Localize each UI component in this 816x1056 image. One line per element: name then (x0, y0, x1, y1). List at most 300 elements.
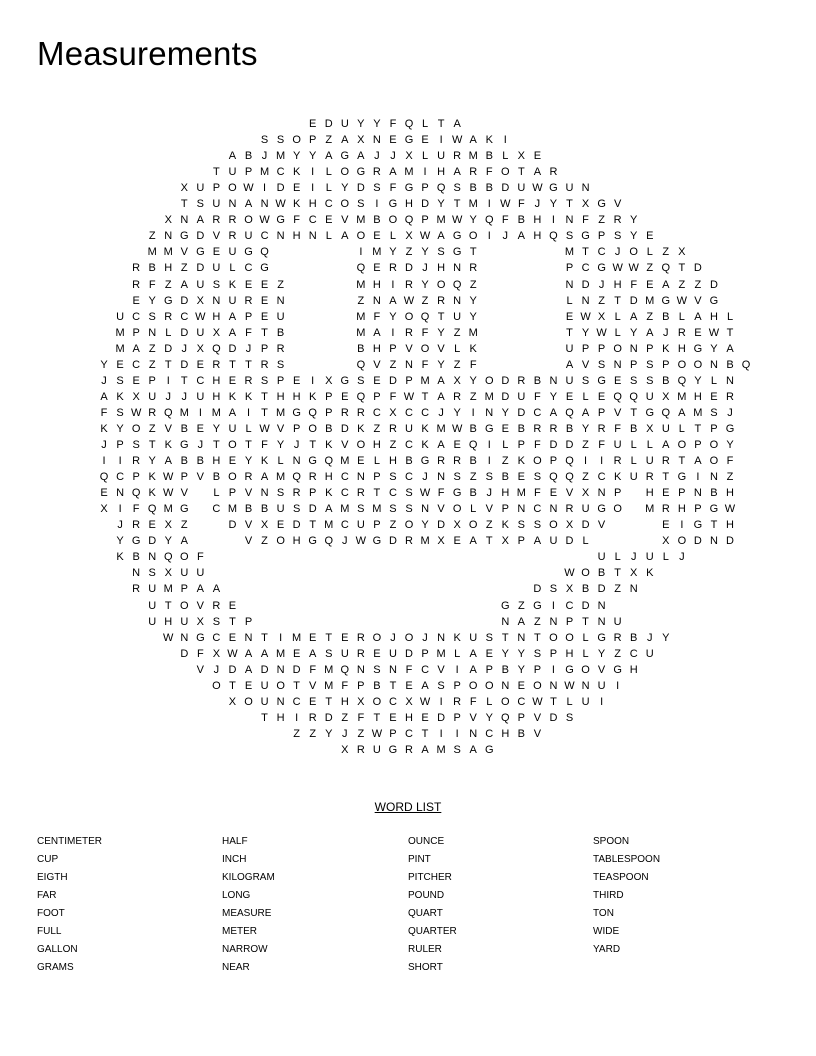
grid-letter[interactable]: N (308, 230, 317, 243)
grid-letter[interactable]: Z (309, 727, 317, 740)
grid-letter[interactable]: E (292, 647, 301, 660)
grid-letter[interactable]: E (646, 278, 654, 291)
grid-letter[interactable]: S (148, 310, 156, 323)
grid-letter[interactable]: M (147, 246, 157, 259)
grid-letter[interactable]: M (227, 503, 238, 516)
grid-letter[interactable]: T (726, 326, 734, 339)
grid-letter[interactable]: O (388, 214, 398, 227)
grid-letter[interactable]: U (645, 455, 654, 468)
grid-letter[interactable]: U (260, 679, 269, 692)
grid-letter[interactable]: C (340, 471, 349, 484)
grid-letter[interactable]: A (244, 198, 253, 211)
grid-letter[interactable]: R (405, 278, 413, 291)
grid-letter[interactable]: S (405, 503, 413, 516)
grid-letter[interactable]: N (276, 230, 285, 243)
grid-letter[interactable]: I (391, 326, 395, 339)
grid-letter[interactable]: G (597, 503, 606, 516)
grid-letter[interactable]: L (582, 535, 589, 548)
grid-letter[interactable]: H (677, 503, 686, 516)
grid-letter[interactable]: N (180, 214, 189, 227)
grid-letter[interactable]: A (694, 310, 702, 323)
grid-letter[interactable]: X (357, 695, 365, 708)
grid-letter[interactable]: J (181, 390, 188, 403)
grid-letter[interactable]: C (196, 374, 205, 387)
grid-letter[interactable]: P (325, 406, 333, 419)
grid-letter[interactable]: W (403, 294, 415, 307)
grid-letter[interactable]: E (373, 374, 381, 387)
grid-letter[interactable]: W (355, 535, 367, 548)
grid-letter[interactable]: R (340, 406, 349, 419)
grid-letter[interactable]: Z (389, 519, 397, 532)
grid-letter[interactable]: O (436, 278, 446, 291)
grid-letter[interactable]: N (709, 471, 718, 484)
grid-letter[interactable]: D (565, 439, 574, 451)
grid-letter[interactable]: F (373, 310, 381, 323)
grid-letter[interactable]: A (196, 214, 205, 227)
grid-letter[interactable]: S (517, 519, 526, 532)
grid-letter[interactable]: L (229, 262, 236, 275)
grid-letter[interactable]: S (646, 374, 654, 387)
grid-letter[interactable]: F (469, 358, 477, 371)
grid-letter[interactable]: N (260, 487, 269, 500)
grid-letter[interactable]: H (308, 198, 317, 211)
grid-letter[interactable]: W (724, 503, 736, 516)
grid-letter[interactable]: G (196, 631, 205, 644)
grid-letter[interactable]: X (678, 246, 686, 259)
grid-letter[interactable]: G (709, 294, 719, 307)
grid-letter[interactable]: U (276, 310, 285, 323)
grid-letter[interactable]: L (614, 310, 621, 323)
grid-letter[interactable]: I (439, 134, 443, 147)
grid-letter[interactable]: F (421, 358, 429, 371)
grid-letter[interactable]: S (485, 631, 493, 644)
grid-letter[interactable]: Z (373, 422, 381, 435)
grid-letter[interactable]: I (551, 663, 555, 676)
grid-letter[interactable]: N (549, 374, 558, 387)
grid-letter[interactable]: I (439, 695, 443, 708)
grid-letter[interactable]: V (469, 711, 477, 724)
grid-letter[interactable]: A (469, 663, 477, 676)
grid-letter[interactable]: E (373, 262, 381, 275)
grid-letter[interactable]: O (292, 134, 301, 147)
grid-letter[interactable]: S (357, 198, 365, 211)
grid-letter[interactable]: H (212, 390, 221, 403)
grid-letter[interactable]: N (437, 631, 446, 644)
grid-letter[interactable]: K (421, 422, 429, 435)
grid-letter[interactable]: Q (661, 262, 671, 275)
grid-letter[interactable]: G (388, 198, 398, 211)
grid-letter[interactable]: N (244, 631, 253, 644)
grid-letter[interactable]: I (102, 455, 106, 468)
grid-letter[interactable]: S (565, 230, 574, 243)
grid-letter[interactable]: P (421, 647, 429, 660)
grid-letter[interactable]: J (663, 326, 669, 339)
grid-letter[interactable]: Q (356, 390, 366, 403)
grid-letter[interactable]: W (419, 230, 431, 243)
grid-letter[interactable]: R (388, 262, 397, 275)
grid-letter[interactable]: A (164, 455, 172, 468)
grid-letter[interactable]: K (325, 487, 333, 500)
grid-letter[interactable]: Y (389, 310, 397, 323)
grid-letter[interactable]: E (357, 455, 365, 468)
grid-letter[interactable]: N (613, 358, 622, 371)
grid-letter[interactable]: N (485, 406, 494, 419)
grid-letter[interactable]: D (533, 583, 542, 596)
grid-letter[interactable]: R (132, 455, 141, 468)
grid-letter[interactable]: C (212, 631, 221, 644)
grid-letter[interactable]: J (101, 439, 107, 451)
grid-letter[interactable]: R (437, 294, 446, 307)
grid-letter[interactable]: O (709, 439, 719, 451)
grid-letter[interactable]: R (308, 711, 317, 724)
grid-letter[interactable]: S (292, 503, 301, 516)
grid-letter[interactable]: G (276, 214, 285, 227)
grid-letter[interactable]: R (212, 599, 221, 612)
grid-letter[interactable]: C (597, 246, 606, 259)
grid-letter[interactable]: Y (485, 711, 493, 724)
grid-letter[interactable]: G (308, 455, 317, 468)
grid-letter[interactable]: Y (437, 358, 445, 371)
grid-letter[interactable]: Y (100, 358, 108, 371)
grid-letter[interactable]: J (390, 631, 396, 644)
grid-letter[interactable]: I (311, 374, 315, 387)
grid-letter[interactable]: K (260, 455, 269, 468)
grid-letter[interactable]: T (614, 294, 621, 307)
grid-letter[interactable]: G (597, 262, 606, 275)
grid-letter[interactable]: S (276, 134, 285, 147)
grid-letter[interactable]: H (437, 262, 446, 275)
grid-letter[interactable]: F (293, 214, 300, 227)
grid-letter[interactable]: D (340, 422, 349, 435)
grid-letter[interactable]: O (452, 503, 462, 516)
grid-letter[interactable]: U (565, 182, 574, 195)
grid-letter[interactable]: H (292, 230, 301, 243)
grid-letter[interactable]: H (533, 214, 542, 227)
grid-letter[interactable]: U (597, 679, 606, 692)
grid-letter[interactable]: G (709, 503, 719, 516)
grid-letter[interactable]: O (372, 631, 382, 644)
grid-letter[interactable]: O (549, 631, 558, 644)
grid-letter[interactable]: A (341, 134, 349, 147)
grid-letter[interactable]: Z (582, 439, 589, 451)
grid-letter[interactable]: A (646, 326, 654, 339)
grid-letter[interactable]: M (163, 503, 173, 516)
grid-letter[interactable]: U (517, 390, 526, 403)
grid-letter[interactable]: X (517, 150, 526, 163)
grid-letter[interactable]: T (309, 439, 317, 451)
grid-letter[interactable]: P (373, 471, 381, 484)
grid-letter[interactable]: S (710, 406, 718, 419)
grid-letter[interactable]: M (677, 390, 687, 403)
grid-letter[interactable]: T (373, 487, 381, 500)
grid-letter[interactable]: M (468, 326, 478, 339)
grid-letter[interactable]: L (373, 455, 380, 468)
grid-letter[interactable]: D (437, 711, 446, 724)
grid-letter[interactable]: A (630, 310, 638, 323)
grid-letter[interactable]: S (453, 182, 461, 195)
grid-letter[interactable]: A (469, 134, 477, 147)
grid-letter[interactable]: D (180, 326, 189, 339)
grid-letter[interactable]: I (263, 182, 267, 195)
grid-letter[interactable]: J (261, 150, 268, 163)
grid-letter[interactable]: F (726, 455, 734, 468)
grid-letter[interactable]: T (678, 262, 686, 275)
grid-letter[interactable]: T (421, 727, 429, 740)
grid-letter[interactable]: U (196, 182, 205, 195)
grid-letter[interactable]: R (228, 230, 237, 243)
grid-letter[interactable]: E (276, 519, 285, 532)
grid-letter[interactable]: B (469, 182, 477, 195)
grid-letter[interactable]: N (437, 471, 446, 484)
grid-letter[interactable]: Z (662, 246, 670, 259)
grid-letter[interactable]: H (437, 166, 446, 179)
grid-letter[interactable]: X (405, 230, 413, 243)
grid-letter[interactable]: R (613, 214, 622, 227)
grid-letter[interactable]: E (517, 471, 526, 484)
grid-letter[interactable]: R (164, 310, 173, 323)
grid-letter[interactable]: G (356, 166, 366, 179)
grid-letter[interactable]: E (341, 631, 349, 644)
grid-letter[interactable]: P (325, 390, 333, 403)
grid-letter[interactable]: A (694, 455, 702, 468)
grid-letter[interactable]: S (453, 743, 461, 756)
grid-letter[interactable]: Y (421, 278, 429, 291)
grid-letter[interactable]: M (356, 310, 366, 323)
grid-letter[interactable]: V (309, 679, 317, 692)
grid-letter[interactable]: B (710, 487, 718, 500)
grid-letter[interactable]: Z (646, 262, 654, 275)
grid-letter[interactable]: G (180, 230, 189, 243)
grid-letter[interactable]: A (357, 150, 365, 163)
grid-letter[interactable]: B (180, 422, 188, 435)
grid-letter[interactable]: N (276, 695, 285, 708)
grid-letter[interactable]: E (373, 230, 381, 243)
grid-letter[interactable]: O (533, 455, 542, 468)
grid-letter[interactable]: F (598, 439, 605, 451)
grid-letter[interactable]: V (276, 422, 285, 435)
grid-letter[interactable]: Z (164, 278, 172, 291)
grid-letter[interactable]: U (244, 230, 253, 243)
grid-letter[interactable]: M (645, 294, 655, 307)
grid-letter[interactable]: B (260, 503, 269, 516)
grid-letter[interactable]: Z (341, 711, 349, 724)
grid-letter[interactable]: P (662, 358, 670, 371)
grid-letter[interactable]: S (646, 358, 654, 371)
grid-letter[interactable]: W (451, 422, 463, 435)
grid-letter[interactable]: G (452, 230, 462, 243)
grid-letter[interactable]: Q (99, 471, 109, 484)
grid-letter[interactable]: B (244, 150, 253, 163)
grid-letter[interactable]: L (614, 551, 621, 564)
grid-letter[interactable]: E (517, 679, 526, 692)
grid-letter[interactable]: P (292, 422, 301, 435)
grid-letter[interactable]: J (181, 342, 188, 355)
grid-letter[interactable]: T (261, 326, 268, 339)
grid-letter[interactable]: O (613, 503, 622, 516)
grid-letter[interactable]: C (212, 503, 221, 516)
grid-letter[interactable]: W (371, 727, 383, 740)
grid-letter[interactable]: S (260, 374, 269, 387)
grid-letter[interactable]: Q (565, 406, 574, 419)
grid-letter[interactable]: Q (163, 551, 173, 564)
grid-letter[interactable]: T (437, 118, 445, 130)
grid-letter[interactable]: H (388, 455, 397, 468)
grid-letter[interactable]: V (437, 663, 445, 676)
grid-letter[interactable]: V (244, 519, 253, 532)
grid-letter[interactable]: L (582, 647, 589, 660)
grid-letter[interactable]: J (293, 439, 300, 451)
grid-letter[interactable]: W (227, 647, 238, 660)
grid-letter[interactable]: U (661, 422, 670, 435)
grid-letter[interactable]: O (468, 679, 478, 692)
grid-letter[interactable]: T (566, 326, 573, 339)
grid-letter[interactable]: U (148, 390, 157, 403)
grid-letter[interactable]: L (502, 150, 509, 163)
grid-letter[interactable]: W (564, 679, 575, 692)
grid-letter[interactable]: F (485, 166, 493, 179)
grid-letter[interactable]: G (484, 743, 494, 756)
grid-letter[interactable]: J (117, 519, 123, 532)
grid-letter[interactable]: P (260, 342, 269, 355)
grid-letter[interactable]: Y (148, 294, 156, 307)
grid-letter[interactable]: U (549, 535, 558, 548)
grid-letter[interactable]: X (196, 615, 205, 628)
grid-letter[interactable]: O (356, 230, 366, 243)
grid-letter[interactable]: N (549, 615, 558, 628)
grid-letter[interactable]: S (630, 374, 638, 387)
grid-letter[interactable]: I (295, 711, 299, 724)
grid-letter[interactable]: N (260, 198, 269, 211)
grid-letter[interactable]: Y (276, 439, 285, 451)
grid-letter[interactable]: A (726, 342, 734, 355)
grid-letter[interactable]: B (357, 342, 365, 355)
grid-letter[interactable]: F (341, 679, 349, 692)
grid-letter[interactable]: Q (436, 182, 446, 195)
grid-letter[interactable]: F (534, 439, 541, 451)
grid-letter[interactable]: A (341, 230, 349, 243)
grid-letter[interactable]: X (405, 695, 413, 708)
grid-letter[interactable]: E (613, 374, 622, 387)
grid-letter[interactable]: N (276, 663, 285, 676)
grid-letter[interactable]: J (422, 262, 428, 275)
grid-letter[interactable]: Y (341, 182, 349, 195)
grid-letter[interactable]: T (421, 390, 429, 403)
grid-letter[interactable]: Z (598, 214, 605, 227)
grid-letter[interactable]: D (324, 711, 333, 724)
grid-letter[interactable]: M (340, 455, 350, 468)
grid-letter[interactable]: Z (180, 519, 188, 532)
grid-letter[interactable]: H (709, 310, 718, 323)
grid-letter[interactable]: P (694, 503, 702, 516)
grid-letter[interactable]: H (324, 471, 333, 484)
grid-letter[interactable]: U (196, 278, 205, 291)
grid-letter[interactable]: R (469, 166, 478, 179)
grid-letter[interactable]: X (581, 487, 590, 500)
grid-letter[interactable]: H (372, 278, 381, 291)
grid-letter[interactable]: M (372, 246, 382, 259)
grid-letter[interactable]: I (311, 182, 315, 195)
grid-letter[interactable]: U (260, 695, 269, 708)
grid-letter[interactable]: I (600, 695, 604, 708)
grid-letter[interactable]: W (403, 390, 415, 403)
grid-letter[interactable]: V (613, 198, 622, 211)
grid-letter[interactable]: P (517, 535, 526, 548)
grid-letter[interactable]: W (532, 695, 543, 708)
grid-letter[interactable]: R (292, 487, 301, 500)
grid-letter[interactable]: T (678, 455, 686, 468)
grid-letter[interactable]: P (180, 471, 188, 484)
grid-letter[interactable]: K (662, 342, 670, 355)
grid-letter[interactable]: J (647, 631, 653, 644)
grid-letter[interactable]: V (485, 503, 493, 516)
grid-letter[interactable]: Y (116, 422, 124, 435)
grid-letter[interactable]: T (229, 615, 236, 628)
grid-letter[interactable]: N (501, 679, 510, 692)
grid-letter[interactable]: U (645, 551, 654, 564)
grid-letter[interactable]: Z (582, 471, 589, 484)
grid-letter[interactable]: O (677, 358, 687, 371)
grid-letter[interactable]: P (485, 663, 493, 676)
grid-letter[interactable]: Z (405, 246, 413, 259)
grid-letter[interactable]: N (276, 294, 285, 307)
grid-letter[interactable]: L (566, 294, 573, 307)
grid-letter[interactable]: R (437, 455, 446, 468)
grid-letter[interactable]: Q (404, 214, 414, 227)
grid-letter[interactable]: G (597, 631, 606, 644)
grid-letter[interactable]: C (517, 695, 526, 708)
grid-letter[interactable]: Q (468, 439, 478, 451)
grid-letter[interactable]: K (469, 342, 477, 355)
grid-letter[interactable]: X (357, 134, 365, 147)
grid-letter[interactable]: R (132, 262, 141, 275)
grid-letter[interactable]: Q (741, 358, 751, 371)
grid-letter[interactable]: O (131, 422, 141, 435)
grid-letter[interactable]: P (646, 342, 654, 355)
grid-letter[interactable]: W (163, 487, 174, 500)
grid-letter[interactable]: L (486, 695, 493, 708)
grid-letter[interactable]: G (131, 535, 141, 548)
grid-letter[interactable]: X (228, 695, 237, 708)
grid-letter[interactable]: S (357, 503, 365, 516)
grid-letter[interactable]: R (613, 631, 622, 644)
grid-letter[interactable]: L (614, 326, 621, 339)
grid-letter[interactable]: S (533, 519, 542, 532)
grid-letter[interactable]: F (132, 503, 140, 516)
grid-letter[interactable]: A (437, 390, 445, 403)
grid-letter[interactable]: I (551, 599, 555, 612)
grid-letter[interactable]: C (260, 230, 269, 243)
grid-letter[interactable]: U (340, 647, 349, 660)
grid-letter[interactable]: L (165, 326, 172, 339)
grid-letter[interactable]: E (309, 118, 317, 130)
grid-letter[interactable]: B (662, 310, 670, 323)
grid-letter[interactable]: Y (244, 455, 253, 468)
grid-letter[interactable]: B (597, 567, 606, 580)
grid-letter[interactable]: I (311, 166, 315, 179)
grid-letter[interactable]: N (180, 631, 189, 644)
grid-letter[interactable]: N (164, 230, 173, 243)
grid-letter[interactable]: D (581, 519, 590, 532)
grid-letter[interactable]: E (260, 294, 269, 307)
grid-letter[interactable]: U (469, 631, 478, 644)
grid-letter[interactable]: X (260, 519, 269, 532)
grid-letter[interactable]: U (228, 246, 237, 259)
grid-letter[interactable]: N (581, 294, 590, 307)
grid-letter[interactable]: O (180, 599, 189, 612)
grid-letter[interactable]: X (581, 198, 590, 211)
grid-letter[interactable]: P (244, 615, 253, 628)
grid-letter[interactable]: R (405, 326, 413, 339)
